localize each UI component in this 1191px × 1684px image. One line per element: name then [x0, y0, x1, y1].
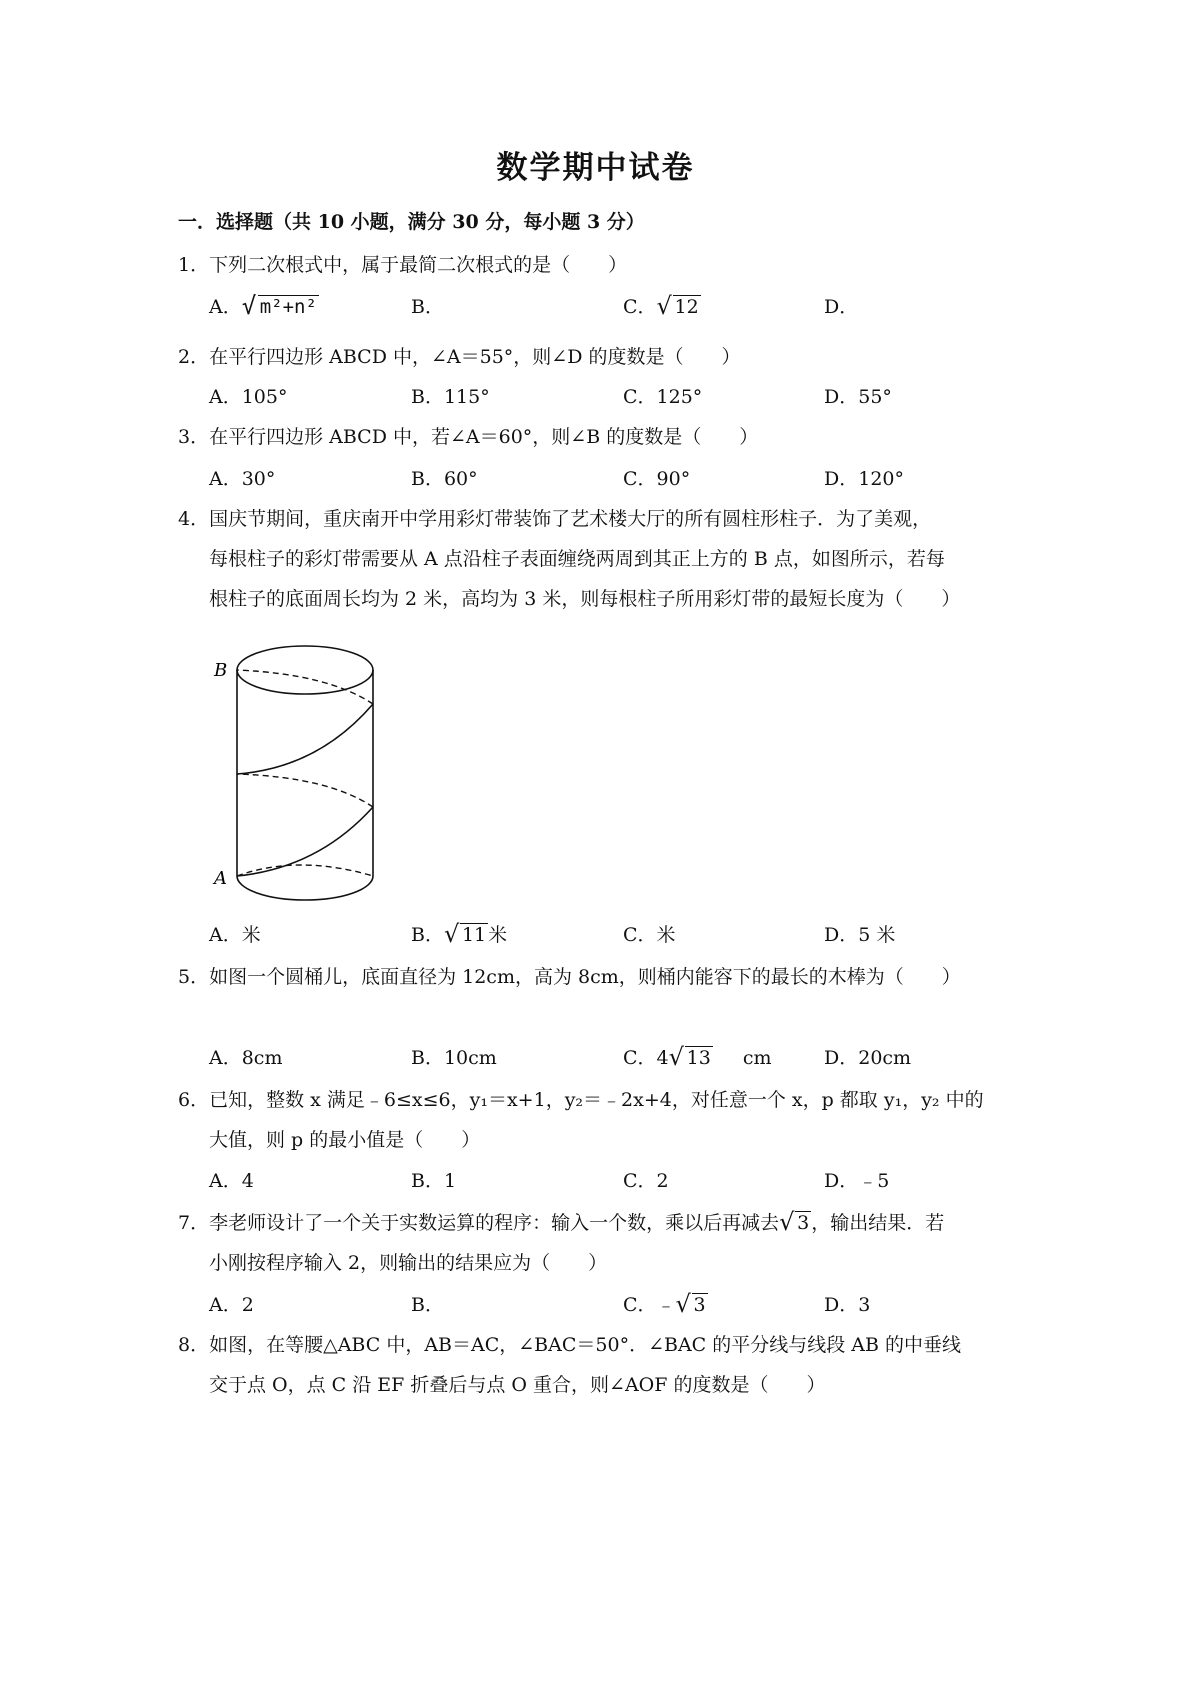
q7-option-a: A．2	[209, 1294, 254, 1316]
question-8-stem-line-1: 8．如图，在等腰△ABC 中，AB＝AC，∠BAC＝50°．∠BAC 的平分线与线段 AB 的中垂线	[178, 1334, 962, 1356]
cylinder-bottom-front	[237, 876, 373, 900]
question-4-stem-line-1: 4．国庆节期间，重庆南开中学用彩灯带装饰了艺术楼大厅的所有圆柱形柱子．为了美观，	[178, 508, 932, 530]
q1-option-a: A．√ m²+n²	[209, 292, 319, 319]
sqrt-symbol: √ 13	[669, 1047, 713, 1069]
q5-option-c: C．4√ 13 cm	[623, 1043, 772, 1070]
q2-option-d: D．55°	[824, 386, 892, 408]
q1-option-b: B．	[411, 296, 444, 318]
spiral-front-upper	[237, 704, 373, 774]
q7-option-c: C．﹣√ 3	[623, 1290, 708, 1317]
question-7-stem-line-2: 小刚按程序输入 2，则输出的结果应为（ ）	[209, 1252, 608, 1274]
spiral-back-lower	[237, 774, 373, 807]
q6-option-a: A．4	[209, 1170, 254, 1192]
q5-option-a: A．8cm	[209, 1047, 283, 1069]
q2-option-a: A．105°	[209, 386, 288, 408]
question-1-stem: 1．下列二次根式中，属于最简二次根式的是（ ）	[178, 254, 628, 276]
q3-option-a: A．30°	[209, 468, 276, 490]
q1-option-d: D．	[824, 296, 859, 318]
q4-option-d: D．5 米	[824, 924, 896, 946]
section-heading: 一．选择题（共 10 小题，满分 30 分，每小题 3 分）	[178, 211, 645, 233]
q5-option-b: B．10cm	[411, 1047, 497, 1069]
sqrt-symbol: √ 12	[657, 296, 701, 318]
sqrt-symbol: √ 3	[676, 1294, 708, 1316]
question-5-stem: 5．如图一个圆桶儿，底面直径为 12cm，高为 8cm，则桶内能容下的最长的木棒为（ ）	[178, 966, 961, 988]
q3-option-b: B．60°	[411, 468, 478, 490]
question-4-stem-line-2: 每根柱子的彩灯带需要从 A 点沿柱子表面缠绕两周到其正上方的 B 点，如图所示，若每	[209, 548, 945, 570]
question-6-stem-line-2: 大值，则 p 的最小值是（ ）	[209, 1129, 481, 1151]
cylinder-figure	[208, 632, 378, 910]
sqrt-symbol: √ 11	[444, 924, 488, 946]
q6-option-d: D．﹣5	[824, 1170, 890, 1192]
cylinder-top-ellipse	[237, 646, 373, 694]
cylinder-bottom-back	[237, 865, 373, 876]
q6-option-c: C．2	[623, 1170, 669, 1192]
q7-option-d: D．3	[824, 1294, 871, 1316]
q4-option-b: B．√ 11 米	[411, 920, 507, 947]
q2-option-b: B．115°	[411, 386, 490, 408]
point-a-label: A	[214, 868, 227, 889]
question-4-stem-line-3: 根柱子的底面周长均为 2 米，高均为 3 米，则每根柱子所用彩灯带的最短长度为（ ）	[209, 588, 961, 610]
sqrt-symbol: √ m²+n²	[242, 296, 319, 318]
q4-option-c: C．米	[623, 924, 676, 946]
question-3-stem: 3．在平行四边形 ABCD 中，若∠A＝60°，则∠B 的度数是（ ）	[178, 426, 759, 448]
question-7-stem-line-1: 7．李老师设计了一个关于实数运算的程序：输入一个数，乘以后再减去√ 3 ，输出结果．若	[178, 1208, 944, 1235]
q3-option-c: C．90°	[623, 468, 691, 490]
q6-option-b: B．1	[411, 1170, 457, 1192]
question-8-stem-line-2: 交于点 O，点 C 沿 EF 折叠后与点 O 重合，则∠AOF 的度数是（ ）	[209, 1374, 826, 1396]
q7-option-b: B．	[411, 1294, 444, 1316]
q4-option-a: A．米	[209, 924, 261, 946]
q3-option-d: D．120°	[824, 468, 904, 490]
question-2-stem: 2．在平行四边形 ABCD 中，∠A＝55°，则∠D 的度数是（ ）	[178, 346, 741, 368]
sqrt-symbol: √ 3	[779, 1212, 811, 1234]
q2-option-c: C．125°	[623, 386, 703, 408]
spiral-front-lower	[237, 807, 373, 876]
page-title: 数学期中试卷	[496, 150, 695, 186]
q1-option-c: C．√ 12	[623, 292, 701, 319]
point-b-label: B	[214, 660, 228, 681]
q5-option-d: D．20cm	[824, 1047, 912, 1069]
question-6-stem-line-1: 6．已知，整数 x 满足﹣6≤x≤6，y₁＝x+1，y₂＝﹣2x+4，对任意一个 x，p 都取 y₁，y₂ 中的	[178, 1089, 984, 1111]
